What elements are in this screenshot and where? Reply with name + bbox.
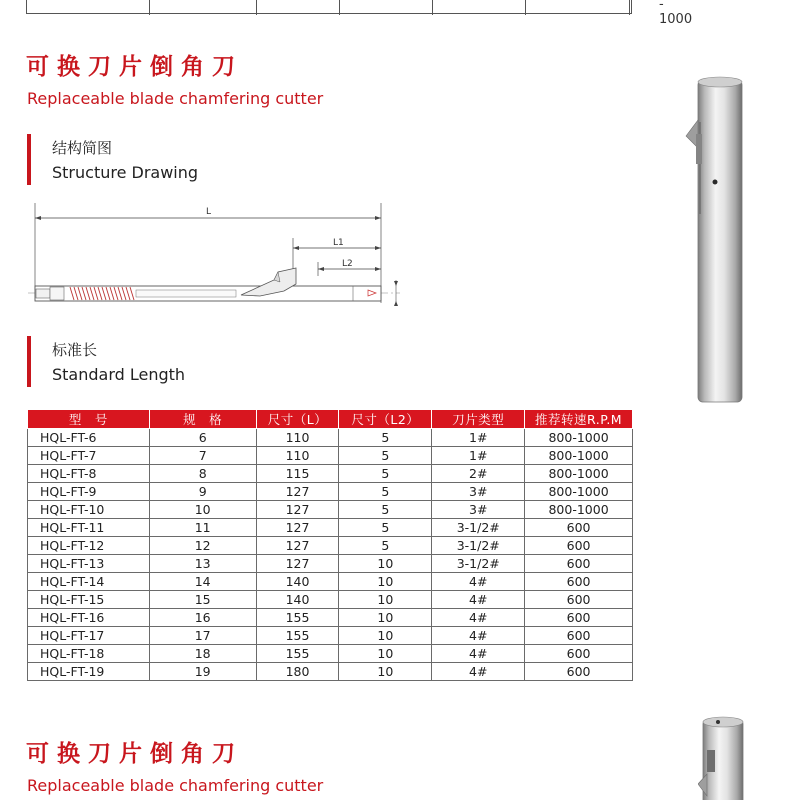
cell-length-l: 127 (256, 501, 339, 519)
cell-rpm: 600 (525, 519, 633, 537)
cell-spec: 13 (149, 555, 256, 573)
cell-length-l: 140 (256, 591, 339, 609)
section-title-en: Replaceable blade chamfering cutter (27, 89, 324, 108)
cell-blade-type: 4# (432, 609, 525, 627)
cell-rpm: 800-1000 (525, 501, 633, 519)
header-length-l: 尺寸（L） (256, 410, 339, 429)
cell-length-l: 127 (256, 555, 339, 573)
table-row (28, 627, 633, 645)
cell-model: HQL-FT-14 (28, 573, 150, 591)
cell-rpm: 600 (525, 627, 633, 645)
header-model: 型 号 (28, 410, 150, 429)
cell-length-l2: 10 (339, 555, 432, 573)
cell-length-l: 110 (256, 447, 339, 465)
cell-length-l: 115 (256, 465, 339, 483)
table-row (28, 573, 633, 591)
cell-length-l2: 5 (339, 447, 432, 465)
table-row (28, 555, 633, 573)
header-spec: 规 格 (149, 410, 256, 429)
header-length-l2: 尺寸（L2） (339, 410, 432, 429)
cell-rpm: 600 (525, 591, 633, 609)
cell-model: HQL-FT-13 (28, 555, 150, 573)
section2-title-cn: 可换刀片倒角刀 (26, 741, 243, 767)
cell-length-l: 127 (256, 519, 339, 537)
cell-rpm: 600 (525, 645, 633, 663)
table-row (28, 537, 633, 555)
table-row (28, 483, 633, 501)
header-blade-type: 刀片类型 (432, 410, 525, 429)
cell-blade-type: 4# (432, 591, 525, 609)
table-row (28, 519, 633, 537)
cell-length-l2: 10 (339, 609, 432, 627)
cell-rpm: 600 (525, 555, 633, 573)
cell-model: HQL-FT-6 (28, 429, 150, 447)
cell-spec: 19 (149, 663, 256, 681)
cell-blade-type: 3-1/2# (432, 537, 525, 555)
cell-length-l: 127 (256, 537, 339, 555)
cell-blade-type: 4# (432, 573, 525, 591)
cell-spec: 14 (149, 573, 256, 591)
cell-spec: 9 (149, 483, 256, 501)
previous-table-remnant (26, 0, 693, 27)
cell-spec: 6 (149, 429, 256, 447)
cell-length-l2: 10 (339, 645, 432, 663)
cell-length-l2: 10 (339, 627, 432, 645)
cell-model: HQL-FT-19 (28, 663, 150, 681)
cell-blade-type: 3-1/2# (432, 519, 525, 537)
cell-blade-type: 4# (432, 645, 525, 663)
table-row (28, 447, 633, 465)
cell-length-l: 110 (256, 429, 339, 447)
header-rpm: 推荐转速R.P.M (525, 410, 633, 429)
cell-model: HQL-FT-18 (28, 645, 150, 663)
section-title-cn: 可换刀片倒角刀 (26, 54, 243, 80)
cell-blade-type: 1# (432, 429, 525, 447)
cell-spec: 10 (149, 501, 256, 519)
cell-rpm: 600 (525, 573, 633, 591)
cell-spec: 7 (149, 447, 256, 465)
remnant-cell: - 1000 (659, 0, 693, 27)
cell-blade-type: 3# (432, 501, 525, 519)
cell-length-l: 155 (256, 645, 339, 663)
cell-model: HQL-FT-7 (28, 447, 150, 465)
cell-length-l2: 5 (339, 519, 432, 537)
table-row (28, 645, 633, 663)
cell-model: HQL-FT-17 (28, 627, 150, 645)
cell-length-l2: 10 (339, 573, 432, 591)
structure-drawing (28, 198, 413, 313)
cell-length-l2: 10 (339, 591, 432, 609)
cell-spec: 18 (149, 645, 256, 663)
cell-length-l: 127 (256, 483, 339, 501)
cell-length-l2: 5 (339, 465, 432, 483)
table-row (28, 501, 633, 519)
dimension-label-L2: L2 (342, 259, 353, 269)
standard-heading-en: Standard Length (52, 365, 186, 384)
cell-rpm: 600 (525, 609, 633, 627)
cell-spec: 15 (149, 591, 256, 609)
cell-model: HQL-FT-8 (28, 465, 150, 483)
cell-blade-type: 3-1/2# (432, 555, 525, 573)
cell-length-l: 140 (256, 573, 339, 591)
table-row (28, 465, 633, 483)
table-header-row (28, 410, 633, 429)
cell-length-l: 155 (256, 627, 339, 645)
cutter-product-photo-2 (698, 714, 748, 800)
cell-model: HQL-FT-16 (28, 609, 150, 627)
table-row (28, 429, 633, 447)
cutter-product-photo (678, 74, 750, 406)
cell-length-l2: 5 (339, 483, 432, 501)
section-marker-bar (27, 336, 31, 387)
dimension-label-L1: L1 (333, 238, 344, 248)
cell-model: HQL-FT-9 (28, 483, 150, 501)
cell-blade-type: 4# (432, 663, 525, 681)
table-row (28, 609, 633, 627)
cell-spec: 11 (149, 519, 256, 537)
cell-model: HQL-FT-12 (28, 537, 150, 555)
table-row (28, 663, 633, 681)
cell-blade-type: 4# (432, 627, 525, 645)
cell-spec: 17 (149, 627, 256, 645)
cell-rpm: 800-1000 (525, 447, 633, 465)
cell-length-l2: 5 (339, 501, 432, 519)
dimension-label-L: L (206, 207, 212, 217)
cell-blade-type: 1# (432, 447, 525, 465)
cell-length-l2: 10 (339, 663, 432, 681)
cell-length-l2: 5 (339, 429, 432, 447)
cell-length-l: 155 (256, 609, 339, 627)
cell-rpm: 600 (525, 663, 633, 681)
table-row (28, 591, 633, 609)
cell-length-l: 180 (256, 663, 339, 681)
section-marker-bar (27, 134, 31, 185)
cell-spec: 16 (149, 609, 256, 627)
spec-table (27, 409, 633, 681)
cell-rpm: 800-1000 (525, 465, 633, 483)
cell-model: HQL-FT-11 (28, 519, 150, 537)
cell-model: HQL-FT-15 (28, 591, 150, 609)
cell-blade-type: 3# (432, 483, 525, 501)
cell-length-l2: 5 (339, 537, 432, 555)
standard-heading-cn: 标准长 (52, 341, 98, 359)
structure-heading-en: Structure Drawing (52, 163, 199, 182)
section2-title-en: Replaceable blade chamfering cutter (27, 776, 324, 795)
cell-rpm: 600 (525, 537, 633, 555)
structure-heading-cn: 结构简图 (52, 139, 113, 157)
cell-rpm: 800-1000 (525, 483, 633, 501)
cell-spec: 8 (149, 465, 256, 483)
cell-rpm: 800-1000 (525, 429, 633, 447)
cell-model: HQL-FT-10 (28, 501, 150, 519)
cell-blade-type: 2# (432, 465, 525, 483)
cell-spec: 12 (149, 537, 256, 555)
